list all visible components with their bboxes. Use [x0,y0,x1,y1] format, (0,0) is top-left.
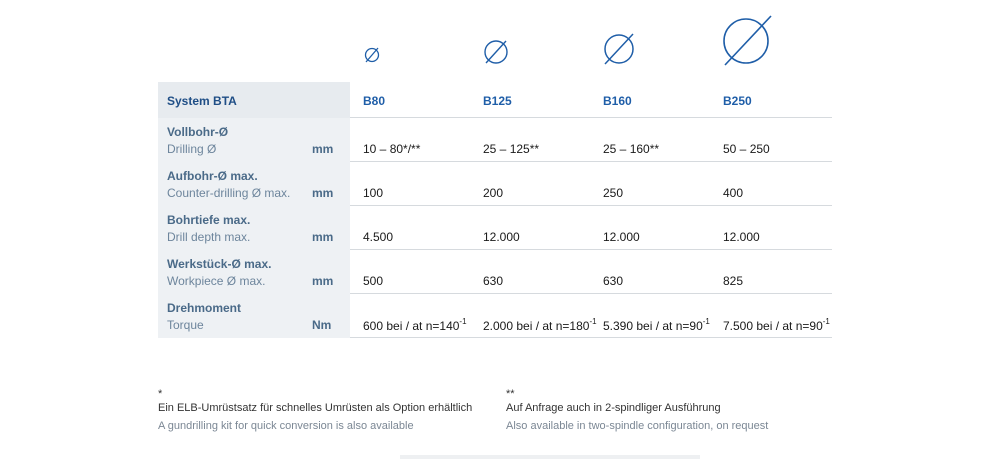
row-unit: mm [312,186,334,200]
table-cell: 600 bei / at $n=140^{-1}$ [363,317,467,333]
column-header-b250: B250 [723,94,752,108]
column-header-b160: B160 [603,94,632,108]
table-cell: 2.000 bei / at $n=180^{-1}$ [483,317,597,333]
row-unit: mm [312,142,334,156]
footnote-mark: * [158,388,163,400]
exponent: -1 [822,317,830,326]
table-cell: 12.000 [723,230,760,244]
table-cell: 25 – 160** [603,142,660,156]
footnote-text-de: Auf Anfrage auch in 2-spindliger Ausführung [506,402,721,414]
table-row-counter-drilling [158,162,832,206]
exponent: -1 [459,317,467,326]
table-cell: 630 [603,274,624,288]
footnote-text-de: Ein ELB-Umrüstsatz für schnelles Umrüsten als Option erhältlich [158,402,473,414]
diameter-b80-icon [363,46,381,64]
row-label-en: Drill depth max. [167,230,251,244]
diameter-b250-icon [721,14,775,68]
table-header-row [158,82,832,118]
table-cell: 250 [603,186,624,200]
table-row-workpiece-diameter [158,250,832,294]
exponent: -1 [702,317,710,326]
page-edge-divider [400,455,700,459]
row-unit: mm [312,230,334,244]
spec-table [158,82,832,338]
table-cell: 200 [483,186,504,200]
row-label-de: Aufbohr-Ø max. [167,169,258,183]
table-cell: 12.000 [603,230,640,244]
table-cell: 25 – 125** [483,142,540,156]
diameter-b125-icon [482,38,510,66]
table-row-torque [158,294,832,338]
table-cell: 100 [363,186,384,200]
row-label-en: Counter-drilling Ø max. [167,186,291,200]
row-label-en: Workpiece Ø max. [167,274,266,288]
table-cell: 630 [483,274,504,288]
column-header-b125: B125 [483,94,512,108]
row-label-en: Drilling Ø [167,142,217,156]
table-cell: 12.000 [483,230,520,244]
table-row-drilling-diameter [158,118,832,162]
table-cell: 50 – 250 [723,142,770,156]
table-row-drill-depth [158,206,832,250]
row-unit: mm [312,274,334,288]
row-unit: Nm [312,318,332,332]
table-cell: 400 [723,186,744,200]
footnote-two-spindle [506,388,768,432]
row-label-de: Bohrtiefe max. [167,213,251,227]
diameter-b160-icon [601,31,637,67]
footnote-text-en: A gundrilling kit for quick conversion is also available [158,420,414,432]
table-cell: 4.500 [363,230,394,244]
row-label-de: Drehmoment [167,301,242,315]
table-cell: 5.390 bei / at $n=90^{-1}$ [603,317,710,333]
footnote-text-en: Also available in two-spindle configuration, on request [506,420,769,432]
row-label-de: Vollbohr-Ø [167,125,229,139]
row-label-en: Torque [167,318,204,332]
table-cell: 7.500 bei / at $n=90^{-1}$ [723,317,830,333]
footnote-gundrilling-kit [158,388,472,432]
footnote-mark: ** [506,388,515,400]
table-cell: 500 [363,274,384,288]
system-label: System BTA [167,94,237,108]
exponent: -1 [589,317,597,326]
table-cell: 825 [723,274,744,288]
row-label-de: Werkstück-Ø max. [167,257,272,271]
column-header-b80: B80 [363,94,386,108]
table-cell: 10 – 80*/** [363,142,421,156]
